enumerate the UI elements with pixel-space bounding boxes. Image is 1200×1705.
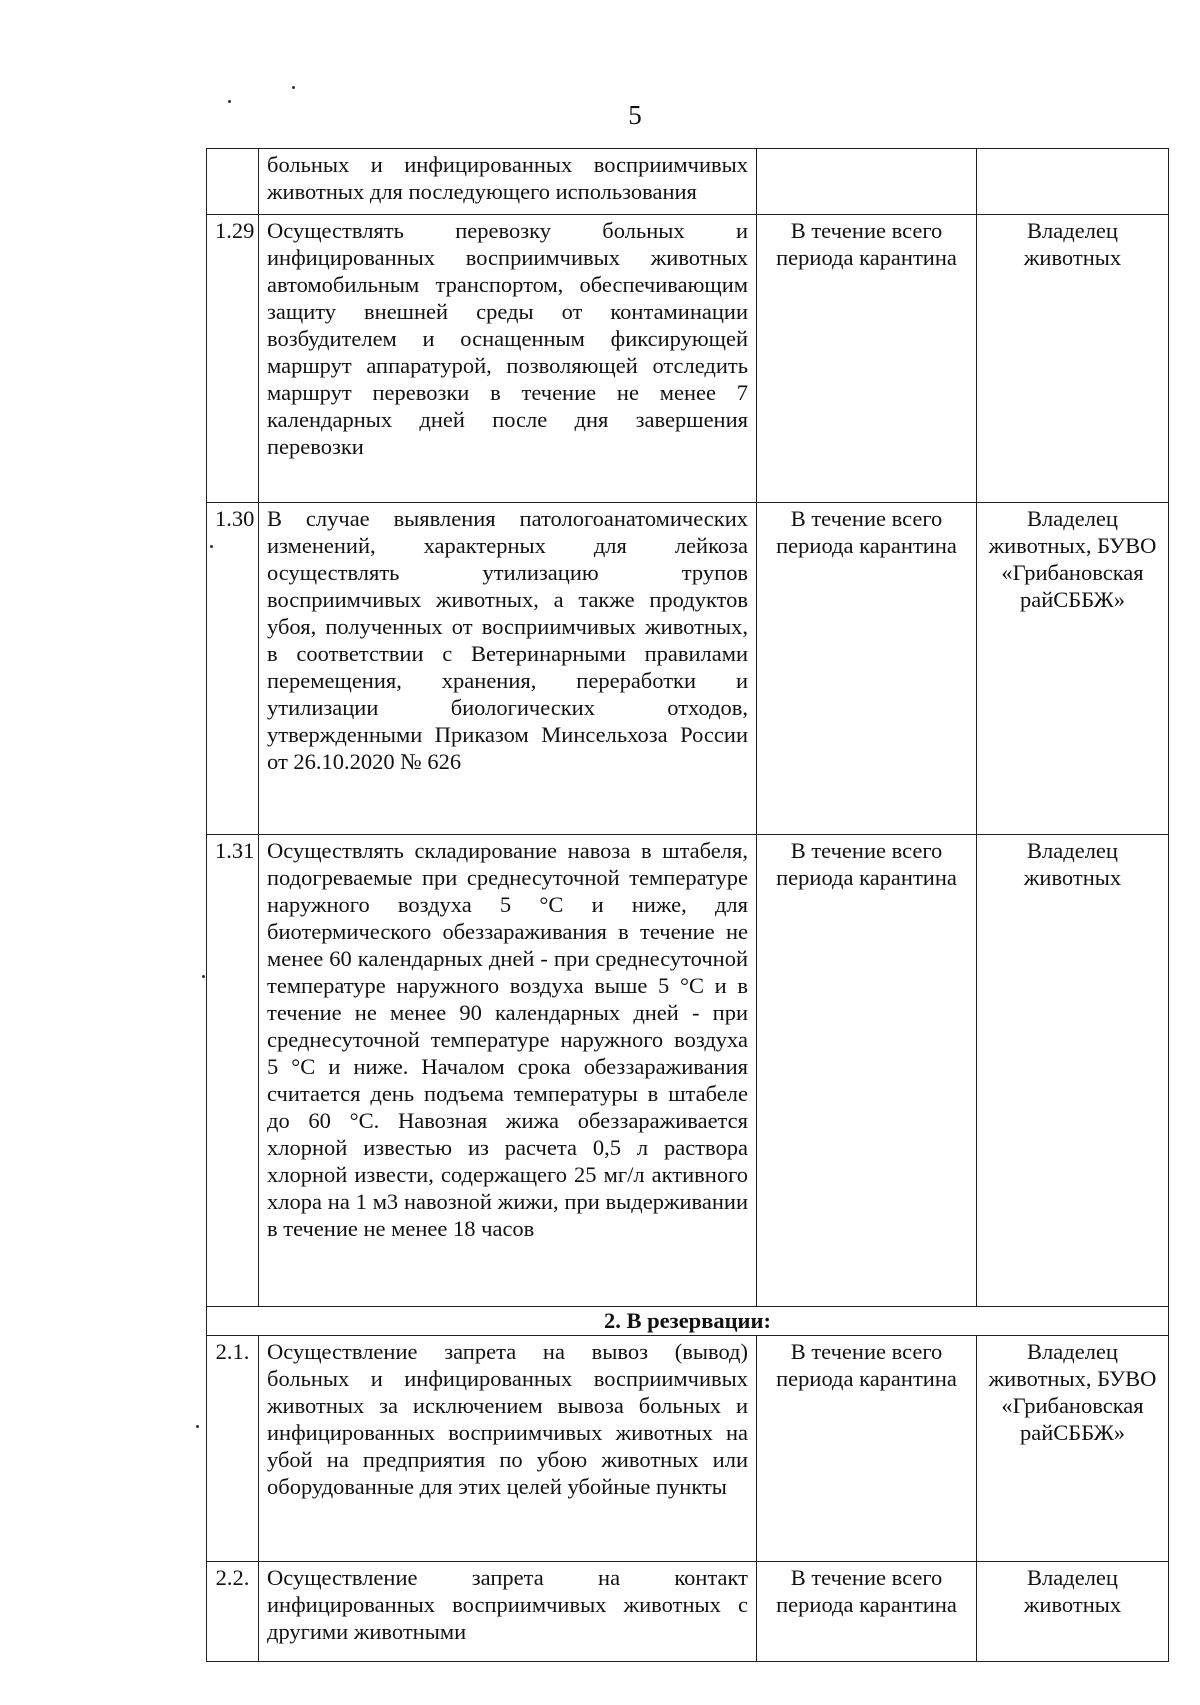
- table-row: [207, 215, 1169, 503]
- measure-text: Осуществление запрета на вывоз (вывод) больных и инфицированных восприимчивых животных за исключением вывоза больных и инфицированных восприимчивых животных на убой на предприятия по убою животных или оборудованные для этих целей убойные пункты: [259, 1336, 757, 1562]
- row-number: 1.31: [207, 835, 259, 1307]
- scan-dot: [196, 1425, 199, 1428]
- table-row: [207, 149, 1169, 215]
- measure-text: Осуществление запрета на контакт инфицированных восприимчивых животных с другими животными: [259, 1562, 757, 1662]
- term-text: [757, 149, 977, 215]
- measures-table: [206, 148, 1169, 1662]
- row-number: 2.1.: [207, 1336, 259, 1562]
- table-row: [207, 1562, 1169, 1662]
- scan-dot: [202, 975, 205, 978]
- term-text: В течение всего периода карантина: [757, 1562, 977, 1662]
- row-number: 1.29: [207, 215, 259, 503]
- term-text: В течение всего периода карантина: [757, 835, 977, 1307]
- measure-text: Осуществлять перевозку больных и инфицированных восприимчивых животных автомобильным транспортом, обеспечивающим защиту внешней среды от контаминации возбудителем и оснащенным фиксирующей маршрут аппаратурой, позволяющей отследить маршрут перевозки в течение не менее 7 календарных дней после дня завершения перевозки: [259, 215, 757, 503]
- measure-text: В случае выявления патологоанатомических изменений, характерных для лейкоза осуществлять утилизацию трупов восприимчивых животных, а также продуктов убоя, полученных от восприимчивых животных, в соответствии с Ветеринарными правилами перемещения, хранения, переработки и утилизации биологических отходов, утвержденными Приказом Минсельхоза России от 26.10.2020 № 626: [259, 503, 757, 835]
- page-number: 5: [628, 100, 642, 130]
- row-number: 2.2.: [207, 1562, 259, 1662]
- table-row: [207, 1336, 1169, 1562]
- table-row: [207, 835, 1169, 1307]
- responsible-text: Владелец животных: [977, 835, 1169, 1307]
- measure-text: Осуществлять складирование навоза в штабеля, подогреваемые при среднесуточной температуре наружного воздуха 5 °С и ниже, для биотермического обеззараживания в течение не менее 60 календарных дней - при среднесуточной температуре наружного воздуха выше 5 °С и в течение не менее 90 календарных дней - при среднесуточной температуре наружного воздуха 5 °С и ниже. Началом срока обеззараживания считается день подъема температуры в штабеле до 60 °С. Навозная жижа обеззараживается хлорной известью из расчета 0,5 л раствора хлорной извести, содержащего 25 мг/л активного хлора на 1 м3 навозной жижи, при выдерживании в течение не менее 18 часов: [259, 835, 757, 1307]
- responsible-text: Владелец животных: [977, 215, 1169, 503]
- term-text: В течение всего периода карантина: [757, 503, 977, 835]
- responsible-text: [977, 149, 1169, 215]
- responsible-text: Владелец животных, БУВО «Грибановская райСББЖ»: [977, 503, 1169, 835]
- responsible-text: Владелец животных, БУВО «Грибановская райСББЖ»: [977, 1336, 1169, 1562]
- scan-dot: [228, 100, 231, 103]
- measure-text: больных и инфицированных восприимчивых животных для последующего использования: [259, 149, 757, 215]
- section-header-row: [207, 1307, 1169, 1336]
- scan-dot: [292, 86, 295, 89]
- responsible-text: Владелец животных: [977, 1562, 1169, 1662]
- row-number: 1.30: [207, 503, 259, 835]
- section-title: 2. В резервации:: [207, 1307, 1169, 1336]
- row-number-cell: [207, 149, 259, 215]
- term-text: В течение всего периода карантина: [757, 215, 977, 503]
- term-text: В течение всего периода карантина: [757, 1336, 977, 1562]
- table-row: [207, 503, 1169, 835]
